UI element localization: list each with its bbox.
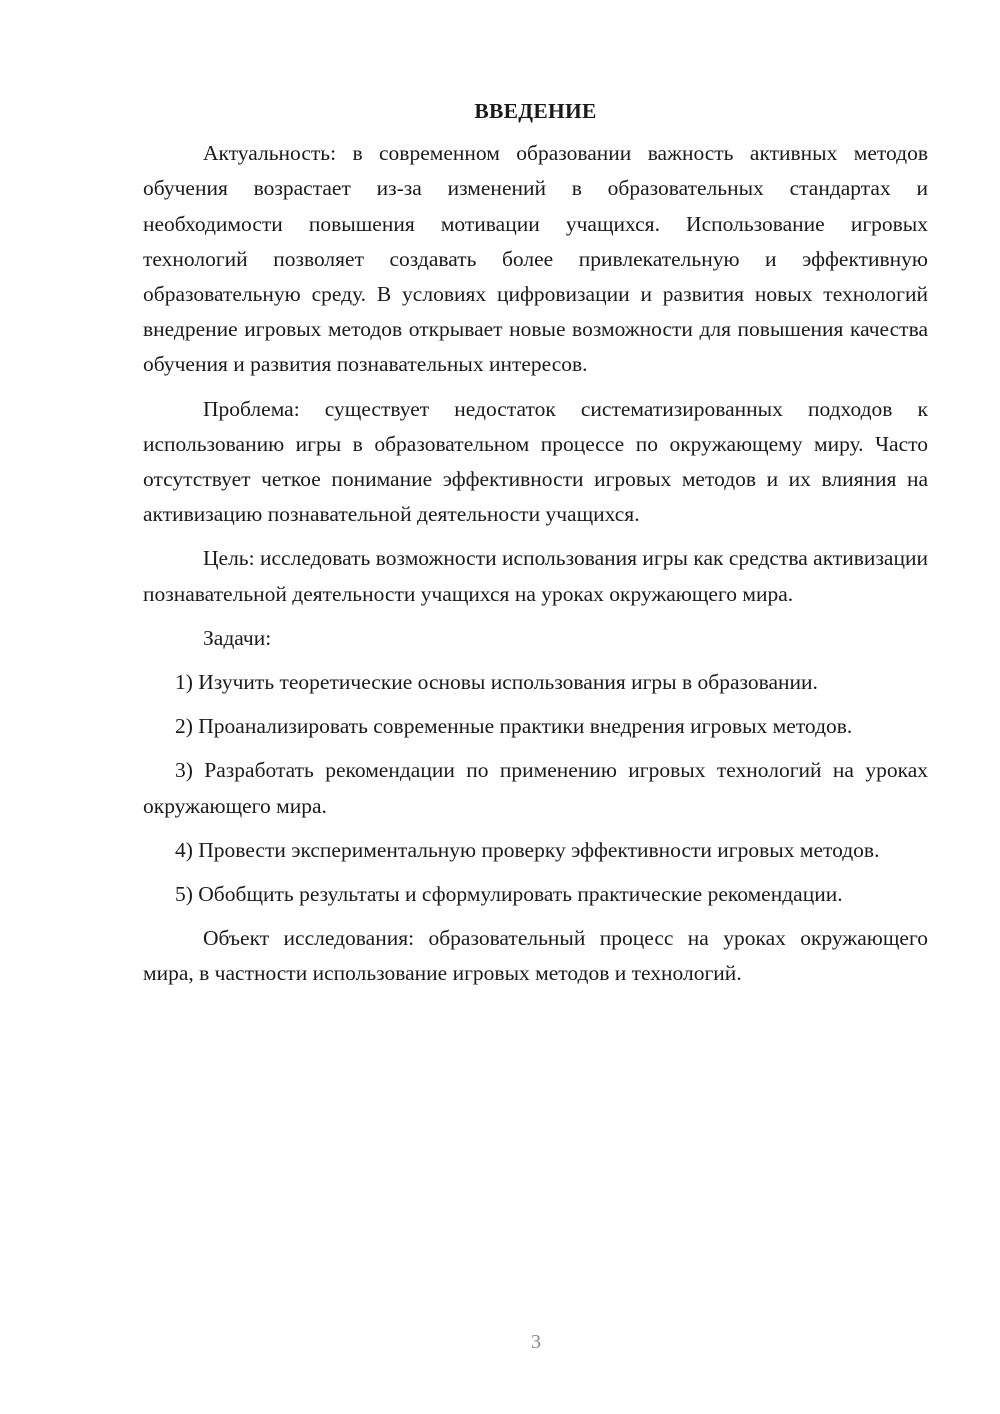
relevance-paragraph: Актуальность: в современном образовании важность активных методов обучения возрастает из-за изменений в образовательных стандартах и необходимости повышения мотивации учащихся. Использование игровых технологий позволяет создавать более привлекательную и эффективную образовательную среду. В условиях цифровизации и развития новых технологий внедрение игровых методов открывает новые возможности для повышения качества обучения и развития познавательных интересов. — [143, 141, 928, 377]
task-item: 2) Проанализировать современные практики внедрения игровых методов. — [175, 714, 853, 739]
page-number: 3 — [531, 1331, 541, 1353]
problem-paragraph: Проблема: существует недостаток систематизированных подходов к использованию игры в образовательном процессе по окружающему миру. Часто отсутствует четкое понимание эффективности игровых методов и их влияния на активизацию познавательной деятельности учащихся. — [143, 396, 928, 527]
tasks-list — [143, 665, 928, 912]
task-item: 4) Провести экспериментальную проверку эффективности игровых методов. — [175, 837, 880, 862]
task-item: 1) Изучить теоретические основы использования игры в образовании. — [175, 670, 818, 695]
task-item: 5) Обобщить результаты и сформулировать практические рекомендации. — [175, 882, 843, 907]
task-item: 3) Разработать рекомендации по применению игровых технологий на уроках окружающего мира. — [143, 758, 928, 818]
object-paragraph: Объект исследования: образовательный процесс на уроках окружающего мира, в частности использование игровых методов и технологий. — [143, 926, 928, 986]
tasks-heading: Задачи: — [203, 625, 272, 650]
document-page — [143, 94, 928, 1001]
section-title: ВВЕДЕНИЕ — [474, 99, 597, 123]
goal-paragraph: Цель: исследовать возможности использования игры как средства активизации познавательной деятельности учащихся на уроках окружающего мира. — [143, 546, 928, 606]
